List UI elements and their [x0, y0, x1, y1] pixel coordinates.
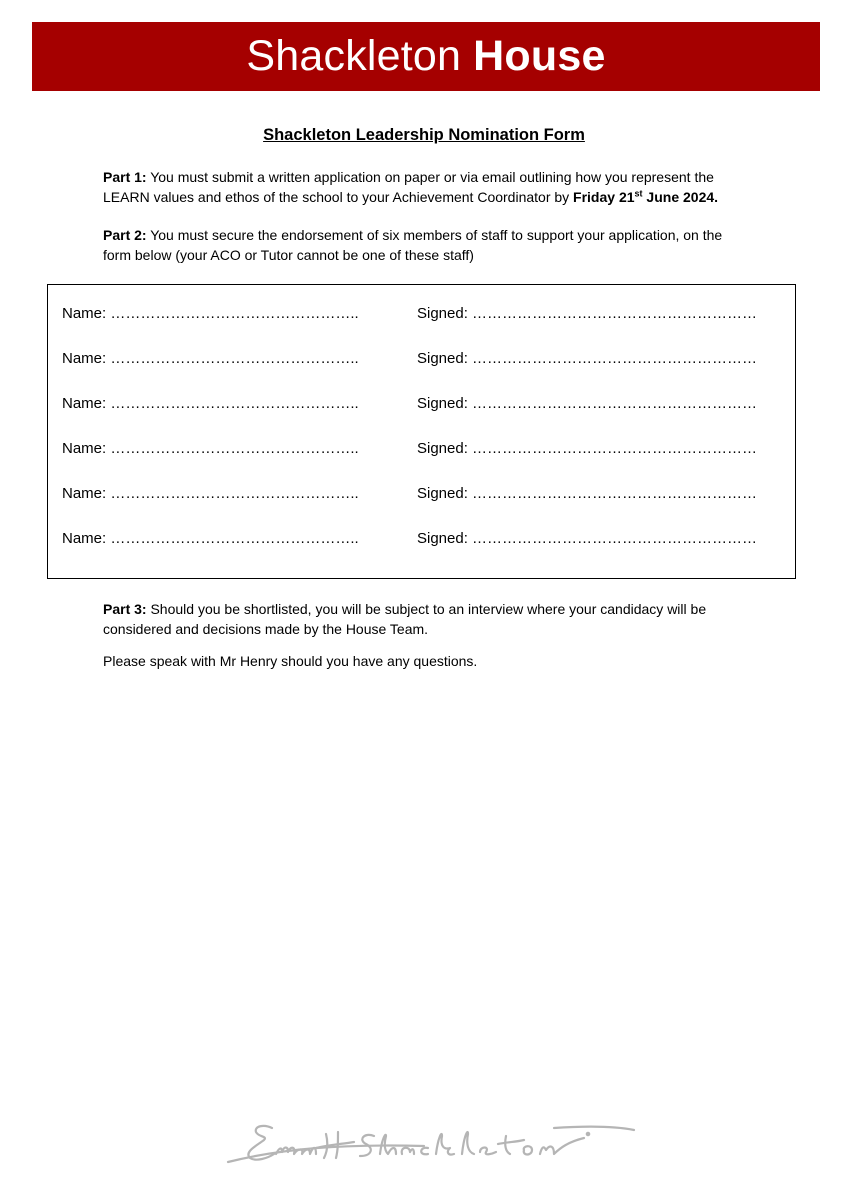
house-banner	[32, 22, 820, 91]
name-field[interactable]: Name: …………………………………………..	[62, 530, 359, 547]
part2-paragraph	[103, 225, 753, 265]
part3-label: Part 3:	[103, 601, 147, 617]
part3-paragraph	[103, 599, 753, 639]
signed-field[interactable]: Signed: …………………………………………………	[417, 440, 758, 457]
deadline-ordinal: st	[634, 188, 643, 199]
signed-field[interactable]: Signed: …………………………………………………	[417, 485, 758, 502]
banner-title-light: Shackleton	[246, 32, 462, 80]
part1-deadline	[573, 189, 718, 205]
part1-label: Part 1:	[103, 169, 147, 185]
part2-text: You must secure the endorsement of six members of staff to support your application, on the form below (your ACO or Tutor cannot be one of these staff)	[103, 227, 723, 263]
deadline-prefix: Friday 21	[573, 189, 635, 205]
signed-field[interactable]: Signed: …………………………………………………	[417, 350, 758, 367]
part2-label: Part 2:	[103, 227, 147, 243]
name-field[interactable]: Name: …………………………………………..	[62, 485, 359, 502]
endorsement-row	[48, 485, 795, 505]
signed-field[interactable]: Signed: …………………………………………………	[417, 305, 758, 322]
part1-text: You must submit a written application on paper or via email outlining how you represent the LEARN values and ethos of the school to your Achievement Coordinator by	[103, 169, 714, 205]
shackleton-signature	[224, 1118, 644, 1168]
name-field[interactable]: Name: …………………………………………..	[62, 305, 359, 322]
name-field[interactable]: Name: …………………………………………..	[62, 350, 359, 367]
part3-text: Should you be shortlisted, you will be subject to an interview where your candidacy will be considered and decisions made by the House Team.	[103, 601, 707, 637]
endorsement-row	[48, 305, 795, 325]
endorsement-row	[48, 395, 795, 415]
part1-paragraph	[103, 167, 753, 207]
endorsement-row	[48, 350, 795, 370]
name-field[interactable]: Name: …………………………………………..	[62, 395, 359, 412]
endorsement-row	[48, 530, 795, 550]
endorsement-row	[48, 440, 795, 460]
endorsement-box	[47, 284, 796, 579]
banner-title-bold: House	[473, 32, 606, 80]
name-field[interactable]: Name: …………………………………………..	[62, 440, 359, 457]
signed-field[interactable]: Signed: …………………………………………………	[417, 530, 758, 547]
form-title: Shackleton Leadership Nomination Form	[263, 126, 585, 144]
deadline-suffix: June 2024.	[642, 189, 719, 205]
closing-note: Please speak with Mr Henry should you have any questions.	[103, 653, 478, 669]
signed-field[interactable]: Signed: …………………………………………………	[417, 395, 758, 412]
